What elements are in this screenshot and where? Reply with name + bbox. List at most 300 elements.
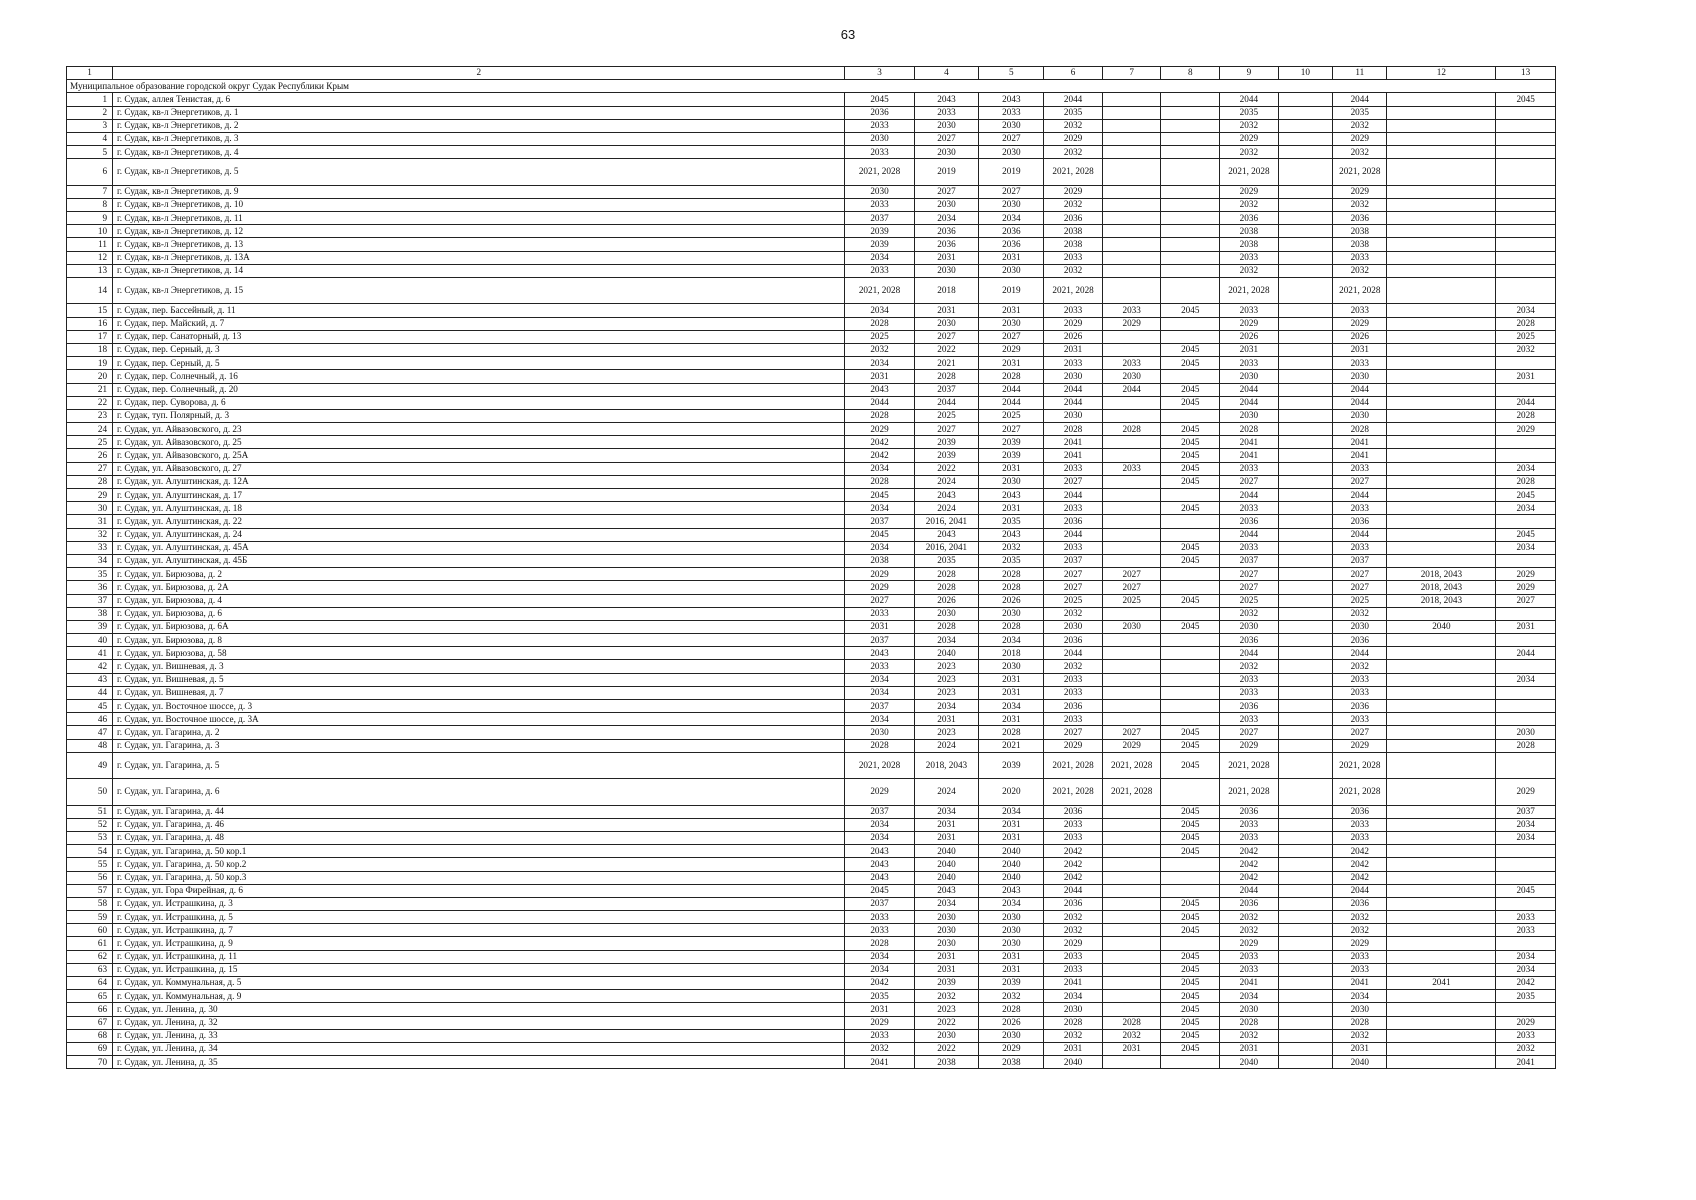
table-row bbox=[67, 977, 1556, 990]
table-row bbox=[67, 357, 1556, 370]
year-cell-col-5: 2026 bbox=[979, 594, 1044, 607]
year-cell-col-4: 2035 bbox=[914, 554, 979, 567]
year-cell-col-10 bbox=[1278, 1029, 1332, 1042]
table-row bbox=[67, 383, 1556, 396]
year-cell-col-13 bbox=[1496, 660, 1556, 673]
year-cell-col-6: 2041 bbox=[1044, 436, 1103, 449]
table-row bbox=[67, 264, 1556, 277]
year-cell-col-4: 2022 bbox=[914, 343, 979, 356]
year-cell-col-4: 2028 bbox=[914, 568, 979, 581]
year-cell-col-9: 2036 bbox=[1220, 515, 1279, 528]
row-number: 12 bbox=[67, 251, 113, 264]
year-cell-col-5: 2030 bbox=[979, 911, 1044, 924]
year-cell-col-10 bbox=[1278, 726, 1332, 739]
address-cell: г. Судак, пер. Солнечный, д. 16 bbox=[113, 370, 845, 383]
year-cell-col-4: 2034 bbox=[914, 897, 979, 910]
row-number: 4 bbox=[67, 132, 113, 145]
year-cell-col-6: 2038 bbox=[1044, 225, 1103, 238]
year-cell-col-8 bbox=[1161, 686, 1220, 699]
year-cell-col-7 bbox=[1102, 132, 1161, 145]
address-cell: г. Судак, ул. Ленина, д. 33 bbox=[113, 1029, 845, 1042]
year-cell-col-8 bbox=[1161, 225, 1220, 238]
year-cell-col-9: 2030 bbox=[1220, 620, 1279, 633]
year-cell-col-8 bbox=[1161, 106, 1220, 119]
year-cell-col-8 bbox=[1161, 146, 1220, 159]
address-cell: г. Судак, кв-л Энергетиков, д. 13А bbox=[113, 251, 845, 264]
year-cell-col-7: 2027 bbox=[1102, 581, 1161, 594]
year-cell-col-13: 2029 bbox=[1496, 423, 1556, 436]
year-cell-col-10 bbox=[1278, 1016, 1332, 1029]
year-cell-col-5: 2033 bbox=[979, 106, 1044, 119]
address-cell: г. Судак, пер. Майский, д. 7 bbox=[113, 317, 845, 330]
table-row bbox=[67, 620, 1556, 633]
year-cell-col-6: 2037 bbox=[1044, 554, 1103, 567]
column-header-8: 8 bbox=[1161, 67, 1220, 80]
year-cell-col-9: 2035 bbox=[1220, 106, 1279, 119]
row-number: 27 bbox=[67, 462, 113, 475]
row-number: 60 bbox=[67, 924, 113, 937]
year-cell-col-13: 2044 bbox=[1496, 647, 1556, 660]
year-cell-col-12 bbox=[1387, 462, 1496, 475]
year-cell-col-12 bbox=[1387, 159, 1496, 185]
year-cell-col-12 bbox=[1387, 911, 1496, 924]
year-cell-col-3: 2030 bbox=[845, 185, 914, 198]
year-cell-col-7 bbox=[1102, 937, 1161, 950]
year-cell-col-10 bbox=[1278, 106, 1332, 119]
year-cell-col-11: 2041 bbox=[1333, 449, 1387, 462]
row-number: 29 bbox=[67, 489, 113, 502]
year-cell-col-8 bbox=[1161, 159, 1220, 185]
year-cell-col-12 bbox=[1387, 343, 1496, 356]
year-cell-col-9: 2032 bbox=[1220, 924, 1279, 937]
year-cell-col-8 bbox=[1161, 713, 1220, 726]
year-cell-col-12 bbox=[1387, 990, 1496, 1003]
year-cell-col-13: 2045 bbox=[1496, 489, 1556, 502]
table-row bbox=[67, 884, 1556, 897]
year-cell-col-3: 2034 bbox=[845, 713, 914, 726]
table-row bbox=[67, 1003, 1556, 1016]
year-cell-col-6: 2033 bbox=[1044, 963, 1103, 976]
address-cell: г. Судак, ул. Айвазовского, д. 23 bbox=[113, 423, 845, 436]
year-cell-col-9: 2036 bbox=[1220, 700, 1279, 713]
year-cell-col-13: 2037 bbox=[1496, 805, 1556, 818]
year-cell-col-7 bbox=[1102, 686, 1161, 699]
year-cell-col-5: 2031 bbox=[979, 502, 1044, 515]
table-row bbox=[67, 911, 1556, 924]
year-cell-col-5: 2030 bbox=[979, 924, 1044, 937]
year-cell-col-11: 2033 bbox=[1333, 502, 1387, 515]
address-cell: г. Судак, туп. Полярный, д. 3 bbox=[113, 409, 845, 422]
address-cell: г. Судак, ул. Восточное шоссе, д. 3А bbox=[113, 713, 845, 726]
year-cell-col-9: 2029 bbox=[1220, 132, 1279, 145]
year-cell-col-5: 2032 bbox=[979, 541, 1044, 554]
address-cell: г. Судак, ул. Бирюзова, д. 58 bbox=[113, 647, 845, 660]
address-cell: г. Судак, ул. Гагарина, д. 6 bbox=[113, 779, 845, 805]
year-cell-col-8: 2045 bbox=[1161, 502, 1220, 515]
year-cell-col-5: 2030 bbox=[979, 475, 1044, 488]
year-cell-col-12 bbox=[1387, 528, 1496, 541]
year-cell-col-3: 2043 bbox=[845, 871, 914, 884]
year-cell-col-6: 2029 bbox=[1044, 739, 1103, 752]
year-cell-col-4: 2043 bbox=[914, 93, 979, 106]
year-cell-col-8: 2045 bbox=[1161, 911, 1220, 924]
row-number: 46 bbox=[67, 713, 113, 726]
row-number: 57 bbox=[67, 884, 113, 897]
row-number: 36 bbox=[67, 581, 113, 594]
year-cell-col-11: 2033 bbox=[1333, 950, 1387, 963]
address-cell: г. Судак, ул. Истрашкина, д. 9 bbox=[113, 937, 845, 950]
year-cell-col-10 bbox=[1278, 304, 1332, 317]
year-cell-col-7 bbox=[1102, 238, 1161, 251]
year-cell-col-3: 2037 bbox=[845, 212, 914, 225]
table-row bbox=[67, 475, 1556, 488]
row-number: 41 bbox=[67, 647, 113, 660]
year-cell-col-5: 2028 bbox=[979, 620, 1044, 633]
year-cell-col-9: 2033 bbox=[1220, 686, 1279, 699]
year-cell-col-10 bbox=[1278, 700, 1332, 713]
year-cell-col-11: 2032 bbox=[1333, 607, 1387, 620]
year-cell-col-3: 2034 bbox=[845, 950, 914, 963]
year-cell-col-10 bbox=[1278, 752, 1332, 778]
year-cell-col-13 bbox=[1496, 634, 1556, 647]
year-cell-col-10 bbox=[1278, 911, 1332, 924]
year-cell-col-3: 2034 bbox=[845, 673, 914, 686]
year-cell-col-3: 2034 bbox=[845, 304, 914, 317]
year-cell-col-3: 2028 bbox=[845, 409, 914, 422]
year-cell-col-12 bbox=[1387, 251, 1496, 264]
year-cell-col-6: 2033 bbox=[1044, 818, 1103, 831]
year-cell-col-13: 2041 bbox=[1496, 1056, 1556, 1069]
address-cell: г. Судак, ул. Гагарина, д. 50 кор.2 bbox=[113, 858, 845, 871]
year-cell-col-13 bbox=[1496, 278, 1556, 304]
year-cell-col-13: 2044 bbox=[1496, 396, 1556, 409]
year-cell-col-8 bbox=[1161, 317, 1220, 330]
year-cell-col-6: 2021, 2028 bbox=[1044, 159, 1103, 185]
row-number: 52 bbox=[67, 818, 113, 831]
year-cell-col-8 bbox=[1161, 409, 1220, 422]
year-cell-col-7 bbox=[1102, 963, 1161, 976]
year-cell-col-11: 2033 bbox=[1333, 673, 1387, 686]
year-cell-col-6: 2033 bbox=[1044, 502, 1103, 515]
year-cell-col-9: 2028 bbox=[1220, 423, 1279, 436]
year-cell-col-12 bbox=[1387, 845, 1496, 858]
year-cell-col-8: 2045 bbox=[1161, 554, 1220, 567]
year-cell-col-4: 2016, 2041 bbox=[914, 541, 979, 554]
year-cell-col-13: 2034 bbox=[1496, 963, 1556, 976]
year-cell-col-7 bbox=[1102, 502, 1161, 515]
address-cell: г. Судак, ул. Ленина, д. 34 bbox=[113, 1042, 845, 1055]
row-number: 19 bbox=[67, 357, 113, 370]
year-cell-col-11: 2033 bbox=[1333, 818, 1387, 831]
year-cell-col-11: 2032 bbox=[1333, 264, 1387, 277]
year-cell-col-13 bbox=[1496, 897, 1556, 910]
year-cell-col-5: 2028 bbox=[979, 581, 1044, 594]
year-cell-col-6: 2030 bbox=[1044, 409, 1103, 422]
year-cell-col-5: 2044 bbox=[979, 396, 1044, 409]
year-cell-col-10 bbox=[1278, 251, 1332, 264]
year-cell-col-12: 2040 bbox=[1387, 620, 1496, 633]
year-cell-col-10 bbox=[1278, 541, 1332, 554]
year-cell-col-9: 2036 bbox=[1220, 805, 1279, 818]
year-cell-col-10 bbox=[1278, 884, 1332, 897]
year-cell-col-7 bbox=[1102, 911, 1161, 924]
address-cell: г. Судак, кв-л Энергетиков, д. 4 bbox=[113, 146, 845, 159]
year-cell-col-5: 2018 bbox=[979, 647, 1044, 660]
table-row bbox=[67, 449, 1556, 462]
year-cell-col-7 bbox=[1102, 185, 1161, 198]
year-cell-col-6: 2042 bbox=[1044, 845, 1103, 858]
year-cell-col-12 bbox=[1387, 871, 1496, 884]
year-cell-col-3: 2043 bbox=[845, 383, 914, 396]
year-cell-col-12 bbox=[1387, 779, 1496, 805]
year-cell-col-4: 2028 bbox=[914, 581, 979, 594]
table-row bbox=[67, 251, 1556, 264]
year-cell-col-4: 2043 bbox=[914, 489, 979, 502]
year-cell-col-3: 2028 bbox=[845, 317, 914, 330]
year-cell-col-5: 2030 bbox=[979, 317, 1044, 330]
year-cell-col-8 bbox=[1161, 1056, 1220, 1069]
year-cell-col-5: 2021 bbox=[979, 739, 1044, 752]
year-cell-col-8: 2045 bbox=[1161, 357, 1220, 370]
year-cell-col-3: 2032 bbox=[845, 1042, 914, 1055]
row-number: 51 bbox=[67, 805, 113, 818]
table-row bbox=[67, 409, 1556, 422]
year-cell-col-6: 2032 bbox=[1044, 660, 1103, 673]
year-cell-col-11: 2036 bbox=[1333, 805, 1387, 818]
year-cell-col-6: 2033 bbox=[1044, 357, 1103, 370]
table-row bbox=[67, 370, 1556, 383]
year-cell-col-13 bbox=[1496, 686, 1556, 699]
year-cell-col-4: 2023 bbox=[914, 1003, 979, 1016]
year-cell-col-3: 2033 bbox=[845, 924, 914, 937]
year-cell-col-7 bbox=[1102, 198, 1161, 211]
year-cell-col-6: 2030 bbox=[1044, 370, 1103, 383]
year-cell-col-5: 2028 bbox=[979, 1003, 1044, 1016]
year-cell-col-7: 2028 bbox=[1102, 423, 1161, 436]
year-cell-col-3: 2043 bbox=[845, 858, 914, 871]
address-cell: г. Судак, кв-л Энергетиков, д. 12 bbox=[113, 225, 845, 238]
table-row bbox=[67, 1016, 1556, 1029]
table-row bbox=[67, 396, 1556, 409]
year-cell-col-8: 2045 bbox=[1161, 1016, 1220, 1029]
year-cell-col-13: 2033 bbox=[1496, 911, 1556, 924]
year-cell-col-11: 2026 bbox=[1333, 330, 1387, 343]
year-cell-col-11: 2044 bbox=[1333, 647, 1387, 660]
year-cell-col-12 bbox=[1387, 673, 1496, 686]
year-cell-col-13: 2033 bbox=[1496, 1029, 1556, 1042]
year-cell-col-5: 2034 bbox=[979, 700, 1044, 713]
year-cell-col-9: 2033 bbox=[1220, 673, 1279, 686]
year-cell-col-6: 2042 bbox=[1044, 858, 1103, 871]
year-cell-col-5: 2030 bbox=[979, 198, 1044, 211]
row-number: 21 bbox=[67, 383, 113, 396]
column-header-5: 5 bbox=[979, 67, 1044, 80]
table-row bbox=[67, 818, 1556, 831]
year-cell-col-8: 2045 bbox=[1161, 845, 1220, 858]
year-cell-col-13 bbox=[1496, 700, 1556, 713]
year-cell-col-7 bbox=[1102, 278, 1161, 304]
year-cell-col-4: 2024 bbox=[914, 502, 979, 515]
year-cell-col-12 bbox=[1387, 198, 1496, 211]
year-cell-col-11: 2038 bbox=[1333, 238, 1387, 251]
table-body bbox=[67, 80, 1556, 1069]
year-cell-col-12 bbox=[1387, 739, 1496, 752]
year-cell-col-5: 2034 bbox=[979, 805, 1044, 818]
year-cell-col-3: 2034 bbox=[845, 541, 914, 554]
year-cell-col-4: 2043 bbox=[914, 528, 979, 541]
year-cell-col-11: 2033 bbox=[1333, 713, 1387, 726]
year-cell-col-3: 2028 bbox=[845, 739, 914, 752]
year-cell-col-9: 2044 bbox=[1220, 396, 1279, 409]
year-cell-col-12 bbox=[1387, 924, 1496, 937]
year-cell-col-9: 2038 bbox=[1220, 238, 1279, 251]
year-cell-col-5: 2031 bbox=[979, 713, 1044, 726]
year-cell-col-8: 2045 bbox=[1161, 449, 1220, 462]
table-row bbox=[67, 225, 1556, 238]
row-number: 8 bbox=[67, 198, 113, 211]
address-cell: г. Судак, ул. Гагарина, д. 50 кор.1 bbox=[113, 845, 845, 858]
year-cell-col-11: 2032 bbox=[1333, 146, 1387, 159]
year-cell-col-6: 2029 bbox=[1044, 937, 1103, 950]
year-cell-col-12 bbox=[1387, 119, 1496, 132]
year-cell-col-4: 2023 bbox=[914, 673, 979, 686]
year-cell-col-4: 2038 bbox=[914, 1056, 979, 1069]
year-cell-col-9: 2033 bbox=[1220, 541, 1279, 554]
year-cell-col-4: 2030 bbox=[914, 911, 979, 924]
year-cell-col-11: 2032 bbox=[1333, 198, 1387, 211]
year-cell-col-4: 2031 bbox=[914, 950, 979, 963]
table-row bbox=[67, 739, 1556, 752]
year-cell-col-8 bbox=[1161, 198, 1220, 211]
address-cell: г. Судак, пер. Серный, д. 3 bbox=[113, 343, 845, 356]
year-cell-col-10 bbox=[1278, 225, 1332, 238]
year-cell-col-13 bbox=[1496, 713, 1556, 726]
year-cell-col-7 bbox=[1102, 541, 1161, 554]
year-cell-col-4: 2040 bbox=[914, 871, 979, 884]
year-cell-col-13 bbox=[1496, 238, 1556, 251]
year-cell-col-11: 2025 bbox=[1333, 594, 1387, 607]
year-cell-col-11: 2036 bbox=[1333, 634, 1387, 647]
year-cell-col-9: 2027 bbox=[1220, 581, 1279, 594]
year-cell-col-3: 2029 bbox=[845, 779, 914, 805]
year-cell-col-7 bbox=[1102, 264, 1161, 277]
year-cell-col-9: 2044 bbox=[1220, 383, 1279, 396]
year-cell-col-6: 2033 bbox=[1044, 673, 1103, 686]
year-cell-col-10 bbox=[1278, 977, 1332, 990]
row-number: 28 bbox=[67, 475, 113, 488]
year-cell-col-6: 2044 bbox=[1044, 528, 1103, 541]
year-cell-col-4: 2024 bbox=[914, 739, 979, 752]
table-row bbox=[67, 238, 1556, 251]
year-cell-col-3: 2033 bbox=[845, 607, 914, 620]
year-cell-col-5: 2036 bbox=[979, 238, 1044, 251]
year-cell-col-12 bbox=[1387, 304, 1496, 317]
table-row bbox=[67, 858, 1556, 871]
year-cell-col-12 bbox=[1387, 831, 1496, 844]
year-cell-col-7 bbox=[1102, 660, 1161, 673]
year-cell-col-10 bbox=[1278, 924, 1332, 937]
year-cell-col-7 bbox=[1102, 93, 1161, 106]
year-cell-col-8: 2045 bbox=[1161, 831, 1220, 844]
year-cell-col-10 bbox=[1278, 1042, 1332, 1055]
year-cell-col-6: 2031 bbox=[1044, 343, 1103, 356]
year-cell-col-3: 2033 bbox=[845, 119, 914, 132]
table-row bbox=[67, 541, 1556, 554]
year-cell-col-7 bbox=[1102, 818, 1161, 831]
year-cell-col-11: 2041 bbox=[1333, 436, 1387, 449]
row-number: 58 bbox=[67, 897, 113, 910]
year-cell-col-11: 2040 bbox=[1333, 1056, 1387, 1069]
year-cell-col-9: 2027 bbox=[1220, 475, 1279, 488]
year-cell-col-6: 2033 bbox=[1044, 950, 1103, 963]
year-cell-col-13 bbox=[1496, 159, 1556, 185]
year-cell-col-11: 2042 bbox=[1333, 871, 1387, 884]
year-cell-col-5: 2019 bbox=[979, 159, 1044, 185]
row-number: 59 bbox=[67, 911, 113, 924]
year-cell-col-11: 2028 bbox=[1333, 1016, 1387, 1029]
year-cell-col-13 bbox=[1496, 383, 1556, 396]
year-cell-col-4: 2027 bbox=[914, 330, 979, 343]
year-cell-col-4: 2022 bbox=[914, 462, 979, 475]
year-cell-col-8: 2045 bbox=[1161, 805, 1220, 818]
year-cell-col-7 bbox=[1102, 990, 1161, 1003]
year-cell-col-5: 2031 bbox=[979, 251, 1044, 264]
year-cell-col-6: 2029 bbox=[1044, 185, 1103, 198]
year-cell-col-8 bbox=[1161, 673, 1220, 686]
year-cell-col-8 bbox=[1161, 660, 1220, 673]
year-cell-col-12 bbox=[1387, 818, 1496, 831]
year-cell-col-9: 2033 bbox=[1220, 831, 1279, 844]
year-cell-col-3: 2037 bbox=[845, 897, 914, 910]
year-cell-col-5: 2029 bbox=[979, 343, 1044, 356]
year-cell-col-4: 2018, 2043 bbox=[914, 752, 979, 778]
year-cell-col-13 bbox=[1496, 264, 1556, 277]
year-cell-col-11: 2029 bbox=[1333, 317, 1387, 330]
year-cell-col-11: 2042 bbox=[1333, 845, 1387, 858]
year-cell-col-13: 2028 bbox=[1496, 475, 1556, 488]
year-cell-col-4: 2039 bbox=[914, 977, 979, 990]
year-cell-col-5: 2038 bbox=[979, 1056, 1044, 1069]
year-cell-col-9: 2021, 2028 bbox=[1220, 752, 1279, 778]
year-cell-col-8: 2045 bbox=[1161, 436, 1220, 449]
address-cell: г. Судак, ул. Истрашкина, д. 3 bbox=[113, 897, 845, 910]
year-cell-col-8: 2045 bbox=[1161, 752, 1220, 778]
year-cell-col-6: 2036 bbox=[1044, 212, 1103, 225]
year-cell-col-3: 2033 bbox=[845, 660, 914, 673]
table-row bbox=[67, 831, 1556, 844]
year-cell-col-6: 2042 bbox=[1044, 871, 1103, 884]
year-cell-col-3: 2034 bbox=[845, 686, 914, 699]
year-cell-col-10 bbox=[1278, 436, 1332, 449]
year-cell-col-12 bbox=[1387, 647, 1496, 660]
row-number: 45 bbox=[67, 700, 113, 713]
row-number: 9 bbox=[67, 212, 113, 225]
year-cell-col-3: 2038 bbox=[845, 554, 914, 567]
year-cell-col-11: 2027 bbox=[1333, 475, 1387, 488]
year-cell-col-3: 2033 bbox=[845, 1029, 914, 1042]
table-row bbox=[67, 106, 1556, 119]
year-cell-col-8: 2045 bbox=[1161, 818, 1220, 831]
row-number: 24 bbox=[67, 423, 113, 436]
year-cell-col-10 bbox=[1278, 897, 1332, 910]
year-cell-col-5: 2026 bbox=[979, 1016, 1044, 1029]
year-cell-col-11: 2029 bbox=[1333, 739, 1387, 752]
year-cell-col-6: 2029 bbox=[1044, 132, 1103, 145]
year-cell-col-5: 2036 bbox=[979, 225, 1044, 238]
year-cell-col-5: 2039 bbox=[979, 752, 1044, 778]
year-cell-col-3: 2037 bbox=[845, 634, 914, 647]
address-cell: г. Судак, кв-л Энергетиков, д. 3 bbox=[113, 132, 845, 145]
